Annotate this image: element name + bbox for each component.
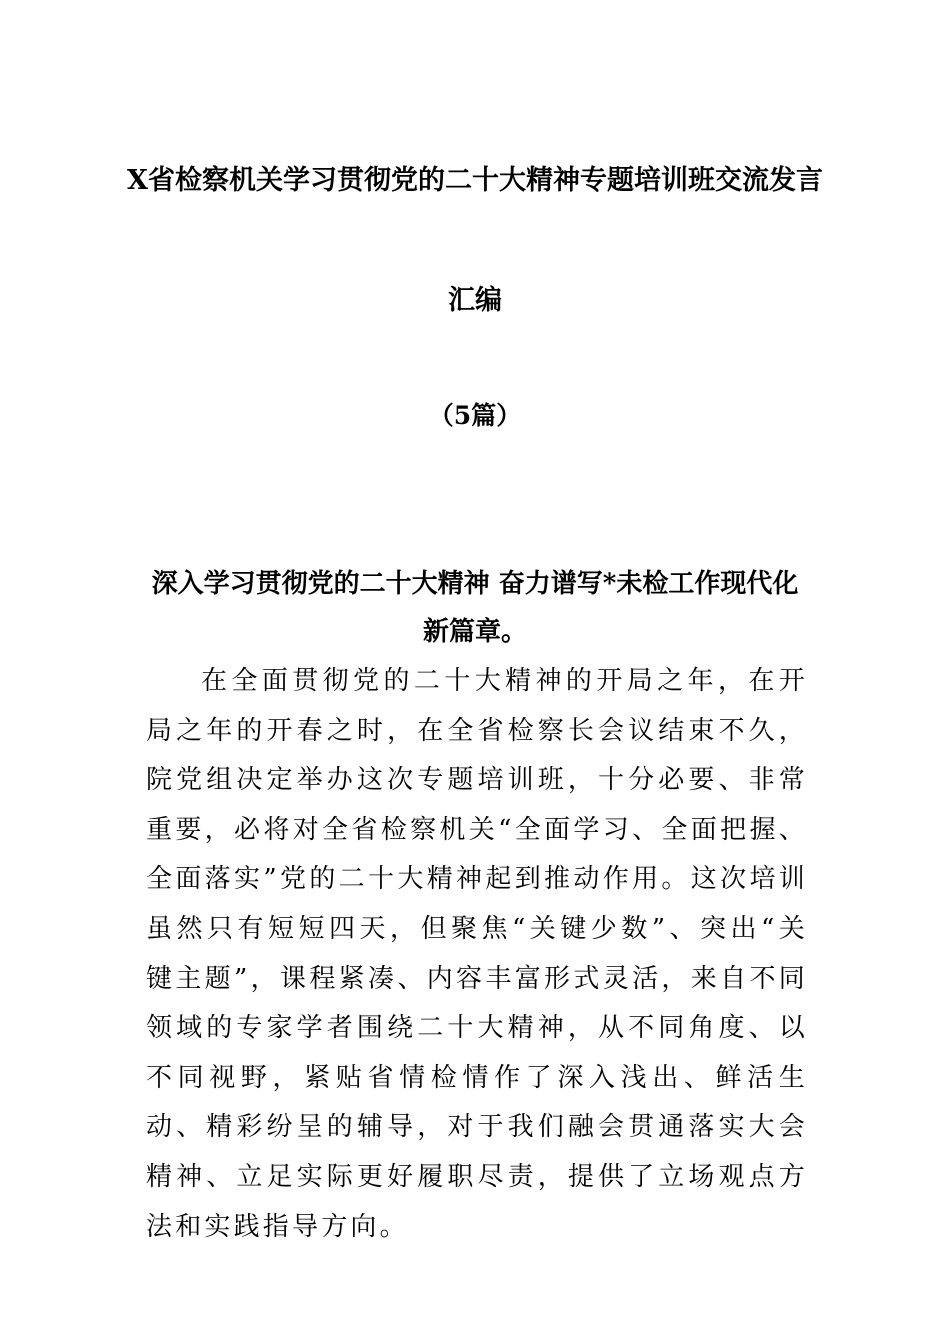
document-article-count: （5篇）	[428, 401, 522, 430]
document-title-line-1: X省检察机关学习贯彻党的二十大精神专题培训班交流发言	[127, 165, 823, 196]
document-title-line-2: 汇编	[448, 285, 502, 316]
body-paragraph: 在全面贯彻党的二十大精神的开局之年，在开局之年的开春之时，在全省检察长会议结束不久，院党组决定举办这次专题培训班，十分必要、非常重要，必将对全省检察机关“全面学习、全面把握、全面落实”党的二十大精神起到推动作用。这次培训虽然只有短短四天，但聚焦“关键少数”、突出“关键主题”，课程紧凑、内容丰富形式灵活，来自不同领域的专家学者围绕二十大精神，从不同角度、以不同视野，紧贴省情检情作了深入浅出、鲜活生动、精彩纷呈的辅导，对于我们融会贯通落实大会精神、立足实际更好履职尽责，提供了立场观点方法和实践指导方向。	[146, 666, 808, 1242]
section-heading-line-2: 新篇章。	[422, 617, 527, 647]
section-heading-line-1: 深入学习贯彻党的二十大精神 奋力谱写*未检工作现代化	[151, 569, 799, 599]
